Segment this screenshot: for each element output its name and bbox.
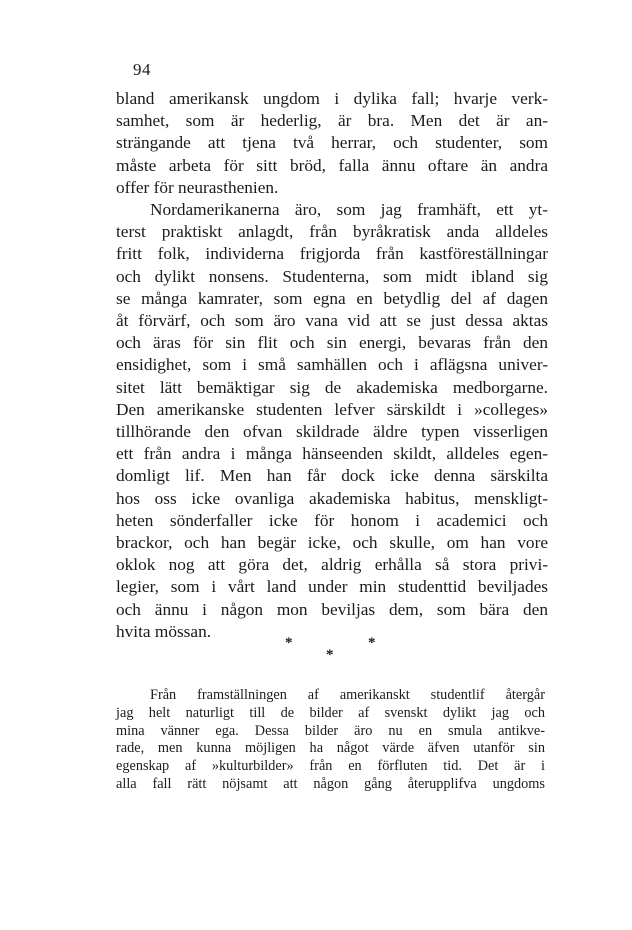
- text-line: och ännu i någon mon beviljas dem, som bära den: [116, 599, 548, 619]
- text-line: Från framställningen af amerikanskt studentlif återgår: [150, 687, 545, 703]
- text-line: se många kamrater, som egna en betydlig del af dagen: [116, 288, 548, 308]
- asterisk-mark: *: [326, 647, 334, 663]
- text-line: åt förvärf, och som äro vana vid att se just dessa aktas: [116, 311, 548, 331]
- text-line: Den amerikanske studenten lefver särskildt i »colleges»: [116, 399, 548, 419]
- text-line: rade, men kunna möjligen ha något värde äfven utanför sin: [116, 740, 545, 757]
- page-number: 94: [133, 60, 151, 79]
- small-text-block: [116, 687, 545, 794]
- text-line: brackor, och han begär icke, och skulle, om han vore: [116, 533, 548, 553]
- text-line: hvita mössan.: [116, 621, 212, 641]
- text-line: sitet lätt bemäktigar sig de akademiska medborgarne.: [116, 377, 548, 397]
- text-line: hos oss icke ovanliga akademiska habitus, menskligt-: [116, 488, 548, 508]
- text-line: strängande att tjena två herrar, och studenter, som: [116, 133, 548, 153]
- section-separator: [0, 636, 632, 666]
- text-line: bland amerikansk ungdom i dylika fall; hvarje verk-: [116, 89, 548, 108]
- text-line: alla fall rätt nöjsamt att någon gång återupplifva ungdoms: [116, 775, 545, 792]
- text-line: offer för neurasthenien.: [116, 177, 279, 197]
- asterisk-mark: *: [368, 635, 376, 651]
- text-line: och äras för sin flit och sin energi, bevaras från den: [116, 333, 548, 353]
- text-line: terst praktiskt anlagdt, från byråkratisk anda alldeles: [116, 222, 548, 242]
- text-line: oklok nog att göra det, aldrig erhålla så stora privi-: [116, 555, 548, 575]
- main-text-block: [116, 88, 548, 643]
- text-line: heten sönderfaller icke för honom i academici och: [116, 510, 548, 530]
- text-line: samhet, som är hederlig, är bra. Men det är an-: [116, 111, 548, 131]
- text-line: och dylikt nonsens. Studenterna, som midt ibland sig: [116, 266, 548, 286]
- text-line: egenskap af »kulturbilder» från en förfluten tid. Det är i: [116, 758, 545, 775]
- text-line: tillhörande den ofvan skildrade äldre typen visserligen: [116, 422, 548, 442]
- asterisk-mark: *: [285, 635, 293, 651]
- text-line: fritt folk, individerna frigjorda från kastföreställningar: [116, 244, 548, 264]
- text-line: mina vänner ega. Dessa bilder äro nu en smula antikve-: [116, 722, 545, 739]
- text-line: domligt lif. Men han får dock icke denna särskilta: [116, 466, 548, 486]
- text-line: jag helt naturligt till de bilder af svenskt dylikt jag och: [116, 704, 545, 721]
- text-line: legier, som i vårt land under min studenttid beviljades: [116, 577, 548, 597]
- text-line: Nordamerikanerna äro, som jag framhäft, ett yt-: [150, 200, 548, 220]
- text-line: ett från andra i många hänseenden skildt, alldeles egen-: [116, 444, 548, 464]
- text-line: ensidighet, som i små samhällen och i aflägsna univer-: [116, 355, 548, 375]
- text-line: måste arbeta för sitt bröd, falla ännu oftare än andra: [116, 155, 548, 175]
